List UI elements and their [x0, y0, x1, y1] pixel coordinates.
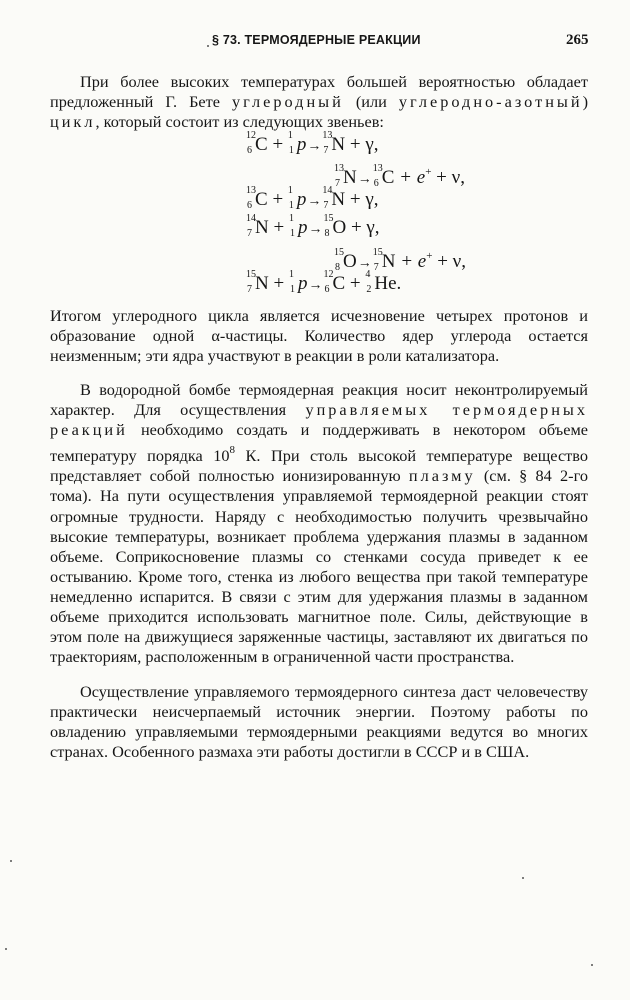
- section-title: § 73. ТЕРМОЯДЕРНЫЕ РЕАКЦИИ: [212, 33, 421, 47]
- equation-6: [246, 269, 402, 297]
- symbol: p: [296, 134, 307, 155]
- symbol: He: [374, 273, 397, 294]
- mass-number: 13: [334, 163, 344, 174]
- symbol: N: [255, 273, 269, 294]
- atomic-number: 6: [247, 145, 252, 156]
- equation-5: [334, 245, 466, 275]
- mass-number: 1: [287, 185, 293, 196]
- equation-tail-2: + ν,: [431, 167, 465, 188]
- nuclide: [246, 213, 269, 239]
- arrow-icon: →: [307, 194, 322, 209]
- mass-number: 15: [334, 247, 344, 258]
- mass-number: 1: [288, 213, 294, 224]
- scan-speck: [522, 877, 524, 879]
- atomic-number: 7: [373, 262, 379, 273]
- equation-1: [246, 130, 379, 158]
- symbol: N: [343, 167, 357, 188]
- scan-speck: [5, 948, 7, 950]
- arrow-icon: →: [307, 139, 322, 154]
- symbol: C: [381, 167, 395, 188]
- arrow-icon: →: [357, 256, 372, 271]
- p3-text-a: В водородной бомбе термоядерная реакция носит неконтролируемый характер. Для осуществления: [50, 380, 588, 420]
- proton: [288, 269, 308, 295]
- p1-spaced-c: цикл: [50, 112, 96, 132]
- p1-text-c: ): [582, 92, 588, 112]
- symbol: O: [332, 217, 347, 238]
- symbol: C: [332, 273, 346, 294]
- atomic-number: 7: [323, 200, 329, 211]
- p1-spaced-b: углеродно-азотный: [398, 92, 583, 112]
- scan-speck: [591, 964, 593, 966]
- atomic-number: 1: [289, 284, 295, 295]
- p3-spaced-a: управляемых термоядерных реакций: [50, 400, 588, 440]
- positron-charge: +: [426, 250, 433, 262]
- paragraph-4: Осуществление управляемого термоядерного синтеза даст человечеству практически неисчерпаемый источник энергии. Поэтому работы по овладению управляемыми термоядерными реакциями ведутся во многих странах. Особенного размаха эти работы достигли в СССР и в США.: [50, 682, 588, 762]
- plus-sign: +: [273, 217, 285, 238]
- atomic-number: 7: [247, 284, 252, 295]
- symbol: N: [381, 251, 396, 272]
- paragraph-2: Итогом углеродного цикла является исчезновение четырех протонов и образование одной α-частицы. Количество ядер углерода остается неизменным; эти ядра участвуют в реакции в роли катализатора.: [50, 306, 588, 366]
- arrow-icon: →: [308, 278, 323, 293]
- plus-sign: +: [272, 134, 284, 155]
- nuclide: [323, 269, 346, 295]
- symbol: C: [255, 134, 268, 155]
- equation-4: [246, 213, 380, 241]
- atomic-number: 8: [335, 262, 340, 273]
- mass-number: 13: [246, 185, 256, 196]
- atomic-number: 2: [366, 284, 372, 295]
- arrow-icon: →: [357, 172, 372, 187]
- mass-number: 15: [323, 213, 334, 224]
- arrow-icon: →: [308, 222, 323, 237]
- mass-number: 13: [322, 130, 333, 141]
- equation-3: [246, 185, 379, 213]
- p3-spaced-b: плазму: [408, 466, 476, 486]
- equation-tail: + γ,: [345, 189, 379, 210]
- atomic-number: 6: [324, 284, 330, 295]
- nuclide: [372, 247, 396, 273]
- nuclide: [322, 185, 346, 211]
- mass-number: 4: [365, 269, 371, 280]
- nuclide: [246, 185, 268, 211]
- mass-number: 12: [246, 130, 256, 141]
- nuclide: [323, 213, 347, 239]
- atomic-number: 6: [247, 200, 252, 211]
- atomic-number: 7: [335, 178, 340, 189]
- equation-2: [334, 161, 465, 191]
- symbol: p: [297, 273, 308, 294]
- equation-tail: + γ,: [345, 134, 379, 155]
- equation-tail: + e: [394, 167, 426, 188]
- symbol: N: [255, 217, 269, 238]
- nuclide: [334, 163, 357, 189]
- mass-number: 14: [246, 213, 256, 224]
- proton: [288, 213, 308, 239]
- plus-sign: +: [273, 273, 285, 294]
- paragraph-1: [50, 72, 588, 132]
- atomic-number: 6: [373, 178, 379, 189]
- nuclide: [246, 269, 269, 295]
- mass-number: 1: [287, 130, 293, 141]
- exponent: 8: [229, 444, 236, 457]
- mass-number: 13: [372, 163, 383, 174]
- atomic-number: 1: [289, 228, 295, 239]
- equation-tail: + e: [395, 251, 427, 272]
- plus-sign: +: [272, 189, 284, 210]
- symbol: O: [343, 251, 357, 272]
- symbol: C: [255, 189, 268, 210]
- mass-number: 14: [322, 185, 333, 196]
- page-number: 265: [566, 32, 589, 48]
- mass-number: 15: [246, 269, 256, 280]
- symbol: N: [331, 189, 346, 210]
- running-header: [0, 30, 630, 52]
- nuclide: [365, 269, 397, 295]
- proton: [287, 185, 307, 211]
- nuclide: [334, 247, 357, 273]
- paragraph-3: [50, 380, 588, 667]
- reaction-equations: [0, 130, 630, 302]
- atomic-number: 7: [247, 228, 252, 239]
- atomic-number: 8: [324, 228, 330, 239]
- p1-spaced-a: углеродный: [232, 92, 344, 112]
- atomic-number: 7: [323, 145, 329, 156]
- p1-text-a: При более высоких температурах большей вероятностью обладает предложенный Г. Бете: [50, 72, 588, 112]
- equation-tail: + γ,: [346, 217, 380, 238]
- atomic-number: 1: [288, 200, 294, 211]
- p3-text-c: К. При столь высокой температуре вещество представляет собой полностью ионизированную: [50, 446, 588, 486]
- nuclide: [372, 163, 395, 189]
- scan-speck: [207, 45, 209, 47]
- equation-tail-2: + ν,: [432, 251, 467, 272]
- nuclide: [246, 130, 268, 156]
- positron-charge: +: [425, 166, 432, 178]
- equation-tail: .: [396, 273, 402, 294]
- p3-text-d: (см. § 84 2-го тома). На пути осуществления управляемой термоядерной реакции стоят огромные трудности. Наряду с необходимостью получить чрезвычайно высокие температуры, возникает проблема удержания плазмы в заданном объеме. Соприкосновение плазмы со стенками сосуда приведет к ее остыванию. Кроме того, стенка из любого вещества при такой температуре немедленно испарится. В связи с этим для удержания плазмы в заданном объеме приходится использовать магнитное поле. Силы, действующие в этом поле на движущиеся заряженные частицы, заставляют их двигаться по траекториям, расположенным в ограниченной части пространства.: [50, 466, 589, 667]
- mass-number: 1: [288, 269, 294, 280]
- plus-sign: +: [349, 273, 361, 294]
- mass-number: 15: [372, 247, 383, 258]
- mass-number: 12: [323, 269, 334, 280]
- symbol: p: [296, 189, 307, 210]
- symbol: N: [331, 134, 346, 155]
- p1-text-d: , который состоит из следующих звеньев:: [95, 112, 384, 132]
- p3-text-b: необходимо создать и поддерживать в некотором объеме температуру порядка 10: [50, 420, 588, 466]
- proton: [287, 130, 307, 156]
- atomic-number: 1: [288, 145, 294, 156]
- p1-text-b: (или: [343, 92, 399, 112]
- symbol: p: [297, 217, 308, 238]
- nuclide: [322, 130, 346, 156]
- scan-speck: [10, 860, 12, 862]
